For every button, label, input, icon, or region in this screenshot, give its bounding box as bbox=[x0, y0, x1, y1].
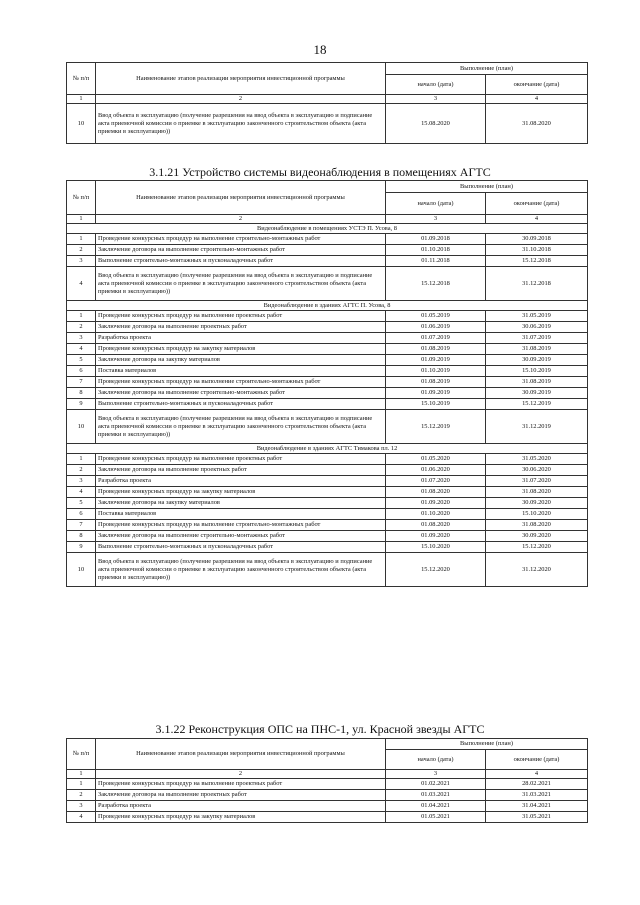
row-number: 1 bbox=[67, 779, 96, 790]
stage-name: Ввод объекта в эксплуатацию (получение разрешения на ввод объекта в эксплуатацию и подписание акта приемочной комиссии о приемке в эксплуатацию законченного строительством объекта (акта приемки в эксплуатацию)) bbox=[96, 104, 386, 144]
table-row bbox=[67, 487, 588, 498]
row-number: 6 bbox=[67, 366, 96, 377]
start-date: 01.09.2019 bbox=[386, 388, 486, 399]
end-date: 30.09.2020 bbox=[486, 531, 588, 542]
end-date: 31.07.2019 bbox=[486, 333, 588, 344]
stage-name: Выполнение строительно-монтажных и пусконаладочных работ bbox=[96, 542, 386, 553]
table-row bbox=[67, 410, 588, 444]
start-date: 01.02.2021 bbox=[386, 779, 486, 790]
stage-name: Выполнение строительно-монтажных и пусконаладочных работ bbox=[96, 256, 386, 267]
start-date: 01.06.2019 bbox=[386, 322, 486, 333]
table-row bbox=[67, 344, 588, 355]
table-row bbox=[67, 465, 588, 476]
row-number: 4 bbox=[67, 812, 96, 823]
group-row bbox=[67, 444, 588, 454]
header-col-1: 1 bbox=[67, 215, 96, 224]
end-date: 15.10.2020 bbox=[486, 509, 588, 520]
stage-name: Поставка материалов bbox=[96, 509, 386, 520]
stage-name: Заключение договора на выполнение строительно-монтажных работ bbox=[96, 388, 386, 399]
row-number: 1 bbox=[67, 234, 96, 245]
row-number: 10 bbox=[67, 104, 96, 144]
start-date: 01.05.2020 bbox=[386, 454, 486, 465]
page-number: 18 bbox=[313, 42, 327, 57]
end-date: 31.12.2018 bbox=[486, 267, 588, 301]
start-date: 01.08.2020 bbox=[386, 520, 486, 531]
row-number: 1 bbox=[67, 454, 96, 465]
header-col-4: 4 bbox=[486, 95, 588, 104]
start-date: 01.07.2020 bbox=[386, 476, 486, 487]
header-start: начало (дата) bbox=[386, 193, 486, 215]
table-row bbox=[67, 812, 588, 823]
header-name: Наименование этапов реализации мероприятия инвестиционной программы bbox=[96, 181, 386, 215]
row-number: 9 bbox=[67, 399, 96, 410]
stage-name: Проведение конкурсных процедур на выполнение строительно-монтажных работ bbox=[96, 234, 386, 245]
header-end: окончание (дата) bbox=[486, 75, 588, 95]
end-date: 30.09.2020 bbox=[486, 498, 588, 509]
row-number: 2 bbox=[67, 790, 96, 801]
row-number: 6 bbox=[67, 509, 96, 520]
header-col-2: 2 bbox=[96, 95, 386, 104]
start-date: 01.06.2020 bbox=[386, 465, 486, 476]
stage-name: Проведение конкурсных процедур на закупку материалов bbox=[96, 344, 386, 355]
group-label: Видеонаблюдение в зданиях АГТС Тимакова пл. 12 bbox=[67, 444, 588, 454]
header-col-3: 3 bbox=[386, 770, 486, 779]
stage-name: Заключение договора на закупку материалов bbox=[96, 355, 386, 366]
stage-name: Заключение договора на выполнение проектных работ bbox=[96, 790, 386, 801]
row-number: 2 bbox=[67, 322, 96, 333]
end-date: 31.07.2020 bbox=[486, 476, 588, 487]
table-row bbox=[67, 779, 588, 790]
table-row bbox=[67, 509, 588, 520]
start-date: 01.11.2018 bbox=[386, 256, 486, 267]
header-name: Наименование этапов реализации мероприятия инвестиционной программы bbox=[96, 739, 386, 770]
end-date: 30.09.2019 bbox=[486, 355, 588, 366]
table-row bbox=[67, 542, 588, 553]
start-date: 01.08.2019 bbox=[386, 377, 486, 388]
table-row bbox=[67, 311, 588, 322]
stage-name: Ввод объекта в эксплуатацию (получение разрешения на ввод объекта в эксплуатацию и подписание акта приемочной комиссии о приемке в эксплуатацию законченного строительством объекта (акта приемки в эксплуатацию)) bbox=[96, 553, 386, 587]
end-date: 15.12.2020 bbox=[486, 542, 588, 553]
start-date: 01.10.2019 bbox=[386, 366, 486, 377]
table-row bbox=[67, 267, 588, 301]
table-row bbox=[67, 322, 588, 333]
header-col-3: 3 bbox=[386, 95, 486, 104]
stage-name: Разработка проекта bbox=[96, 333, 386, 344]
header-col-3: 3 bbox=[386, 215, 486, 224]
stage-name: Проведение конкурсных процедур на выполнение строительно-монтажных работ bbox=[96, 377, 386, 388]
stage-name: Выполнение строительно-монтажных и пусконаладочных работ bbox=[96, 399, 386, 410]
table-row bbox=[67, 801, 588, 812]
section-title-3-1-22: 3.1.22 Реконструкция ОПС на ПНС-1, ул. Красной звезды АГТС bbox=[155, 722, 485, 736]
stage-name: Проведение конкурсных процедур на выполнение проектных работ bbox=[96, 311, 386, 322]
table-stage-plan-1 bbox=[66, 62, 588, 144]
end-date: 31.05.2019 bbox=[486, 311, 588, 322]
start-date: 01.09.2020 bbox=[386, 498, 486, 509]
group-label: Видеонаблюдение в помещениях УСТЭ П. Усова, 8 bbox=[67, 224, 588, 234]
header-exec: Выполнение (план) bbox=[386, 739, 588, 750]
row-number: 1 bbox=[67, 311, 96, 322]
row-number: 3 bbox=[67, 333, 96, 344]
section-title-3-1-21: 3.1.21 Устройство системы видеонаблюдения в помещениях АГТС bbox=[149, 165, 491, 179]
stage-name: Проведение конкурсных процедур на выполнение проектных работ bbox=[96, 779, 386, 790]
start-date: 01.10.2020 bbox=[386, 509, 486, 520]
stage-name: Заключение договора на выполнение проектных работ bbox=[96, 322, 386, 333]
table-row bbox=[67, 399, 588, 410]
group-label: Видеонаблюдение в зданиях АГТС П. Усова, 8 bbox=[67, 301, 588, 311]
row-number: 10 bbox=[67, 553, 96, 587]
row-number: 7 bbox=[67, 377, 96, 388]
header-exec: Выполнение (план) bbox=[386, 63, 588, 75]
end-date: 30.06.2019 bbox=[486, 322, 588, 333]
header-name: Наименование этапов реализации мероприятия инвестиционной программы bbox=[96, 63, 386, 95]
table-row bbox=[67, 366, 588, 377]
stage-name: Ввод объекта в эксплуатацию (получение разрешения на ввод объекта в эксплуатацию и подписание акта приемочной комиссии о приемке в эксплуатацию законченного строительством объекта (акта приемки в эксплуатацию)) bbox=[96, 267, 386, 301]
table-stage-plan-3 bbox=[66, 738, 588, 823]
header-exec: Выполнение (план) bbox=[386, 181, 588, 193]
row-number: 4 bbox=[67, 487, 96, 498]
header-start: начало (дата) bbox=[386, 750, 486, 770]
table-row bbox=[67, 377, 588, 388]
row-number: 2 bbox=[67, 245, 96, 256]
end-date: 31.04.2021 bbox=[486, 801, 588, 812]
end-date: 30.09.2018 bbox=[486, 234, 588, 245]
end-date: 31.10.2018 bbox=[486, 245, 588, 256]
stage-name: Заключение договора на закупку материалов bbox=[96, 498, 386, 509]
start-date: 15.12.2020 bbox=[386, 553, 486, 587]
start-date: 01.09.2018 bbox=[386, 234, 486, 245]
start-date: 01.04.2021 bbox=[386, 801, 486, 812]
end-date: 31.05.2020 bbox=[486, 454, 588, 465]
start-date: 01.07.2019 bbox=[386, 333, 486, 344]
start-date: 01.03.2021 bbox=[386, 790, 486, 801]
header-col-4: 4 bbox=[486, 770, 588, 779]
table-row bbox=[67, 553, 588, 587]
header-num: № п/п bbox=[67, 181, 96, 215]
start-date: 01.05.2021 bbox=[386, 812, 486, 823]
stage-name: Заключение договора на выполнение проектных работ bbox=[96, 465, 386, 476]
end-date: 31.08.2020 bbox=[486, 104, 588, 144]
stage-name: Заключение договора на выполнение строительно-монтажных работ bbox=[96, 531, 386, 542]
end-date: 30.06.2020 bbox=[486, 465, 588, 476]
start-date: 15.10.2020 bbox=[386, 542, 486, 553]
end-date: 28.02.2021 bbox=[486, 779, 588, 790]
start-date: 01.08.2020 bbox=[386, 487, 486, 498]
row-number: 3 bbox=[67, 801, 96, 812]
start-date: 15.12.2019 bbox=[386, 410, 486, 444]
table-row bbox=[67, 498, 588, 509]
start-date: 01.10.2018 bbox=[386, 245, 486, 256]
start-date: 01.05.2019 bbox=[386, 311, 486, 322]
table-row bbox=[67, 531, 588, 542]
end-date: 31.08.2020 bbox=[486, 520, 588, 531]
header-end: окончание (дата) bbox=[486, 750, 588, 770]
start-date: 15.10.2019 bbox=[386, 399, 486, 410]
row-number: 7 bbox=[67, 520, 96, 531]
header-col-2: 2 bbox=[96, 770, 386, 779]
end-date: 31.05.2021 bbox=[486, 812, 588, 823]
end-date: 15.12.2019 bbox=[486, 399, 588, 410]
table-row bbox=[67, 476, 588, 487]
header-end: окончание (дата) bbox=[486, 193, 588, 215]
table-row bbox=[67, 790, 588, 801]
start-date: 01.08.2019 bbox=[386, 344, 486, 355]
stage-name: Проведение конкурсных процедур на закупку материалов bbox=[96, 487, 386, 498]
header-num: № п/п bbox=[67, 63, 96, 95]
header-num: № п/п bbox=[67, 739, 96, 770]
start-date: 01.09.2020 bbox=[386, 531, 486, 542]
header-col-4: 4 bbox=[486, 215, 588, 224]
stage-name: Проведение конкурсных процедур на выполнение строительно-монтажных работ bbox=[96, 520, 386, 531]
table-row bbox=[67, 454, 588, 465]
start-date: 15.12.2018 bbox=[386, 267, 486, 301]
table-row bbox=[67, 333, 588, 344]
header-col-1: 1 bbox=[67, 95, 96, 104]
row-number: 2 bbox=[67, 465, 96, 476]
end-date: 31.03.2021 bbox=[486, 790, 588, 801]
end-date: 31.12.2020 bbox=[486, 553, 588, 587]
table-row bbox=[67, 256, 588, 267]
row-number: 5 bbox=[67, 355, 96, 366]
end-date: 15.12.2018 bbox=[486, 256, 588, 267]
table-stage-plan-2 bbox=[66, 180, 588, 587]
stage-name: Поставка материалов bbox=[96, 366, 386, 377]
table-row bbox=[67, 234, 588, 245]
header-col-1: 1 bbox=[67, 770, 96, 779]
row-number: 9 bbox=[67, 542, 96, 553]
header-col-2: 2 bbox=[96, 215, 386, 224]
stage-name: Заключение договора на выполнение строительно-монтажных работ bbox=[96, 245, 386, 256]
table-row bbox=[67, 104, 588, 144]
group-row bbox=[67, 224, 588, 234]
row-number: 8 bbox=[67, 388, 96, 399]
row-number: 10 bbox=[67, 410, 96, 444]
end-date: 31.08.2019 bbox=[486, 344, 588, 355]
row-number: 4 bbox=[67, 267, 96, 301]
row-number: 3 bbox=[67, 476, 96, 487]
row-number: 3 bbox=[67, 256, 96, 267]
group-row bbox=[67, 301, 588, 311]
table-row bbox=[67, 388, 588, 399]
start-date: 01.09.2019 bbox=[386, 355, 486, 366]
table-row bbox=[67, 245, 588, 256]
end-date: 31.08.2019 bbox=[486, 377, 588, 388]
row-number: 8 bbox=[67, 531, 96, 542]
stage-name: Проведение конкурсных процедур на закупку материалов bbox=[96, 812, 386, 823]
end-date: 15.10.2019 bbox=[486, 366, 588, 377]
stage-name: Проведение конкурсных процедур на выполнение проектных работ bbox=[96, 454, 386, 465]
start-date: 15.08.2020 bbox=[386, 104, 486, 144]
row-number: 5 bbox=[67, 498, 96, 509]
end-date: 30.09.2019 bbox=[486, 388, 588, 399]
row-number: 4 bbox=[67, 344, 96, 355]
stage-name: Ввод объекта в эксплуатацию (получение разрешения на ввод объекта в эксплуатацию и подписание акта приемочной комиссии о приемке в эксплуатацию законченного строительством объекта (акта приемки в эксплуатацию)) bbox=[96, 410, 386, 444]
end-date: 31.08.2020 bbox=[486, 487, 588, 498]
header-start: начало (дата) bbox=[386, 75, 486, 95]
stage-name: Разработка проекта bbox=[96, 476, 386, 487]
end-date: 31.12.2019 bbox=[486, 410, 588, 444]
table-row bbox=[67, 355, 588, 366]
stage-name: Разработка проекта bbox=[96, 801, 386, 812]
table-row bbox=[67, 520, 588, 531]
